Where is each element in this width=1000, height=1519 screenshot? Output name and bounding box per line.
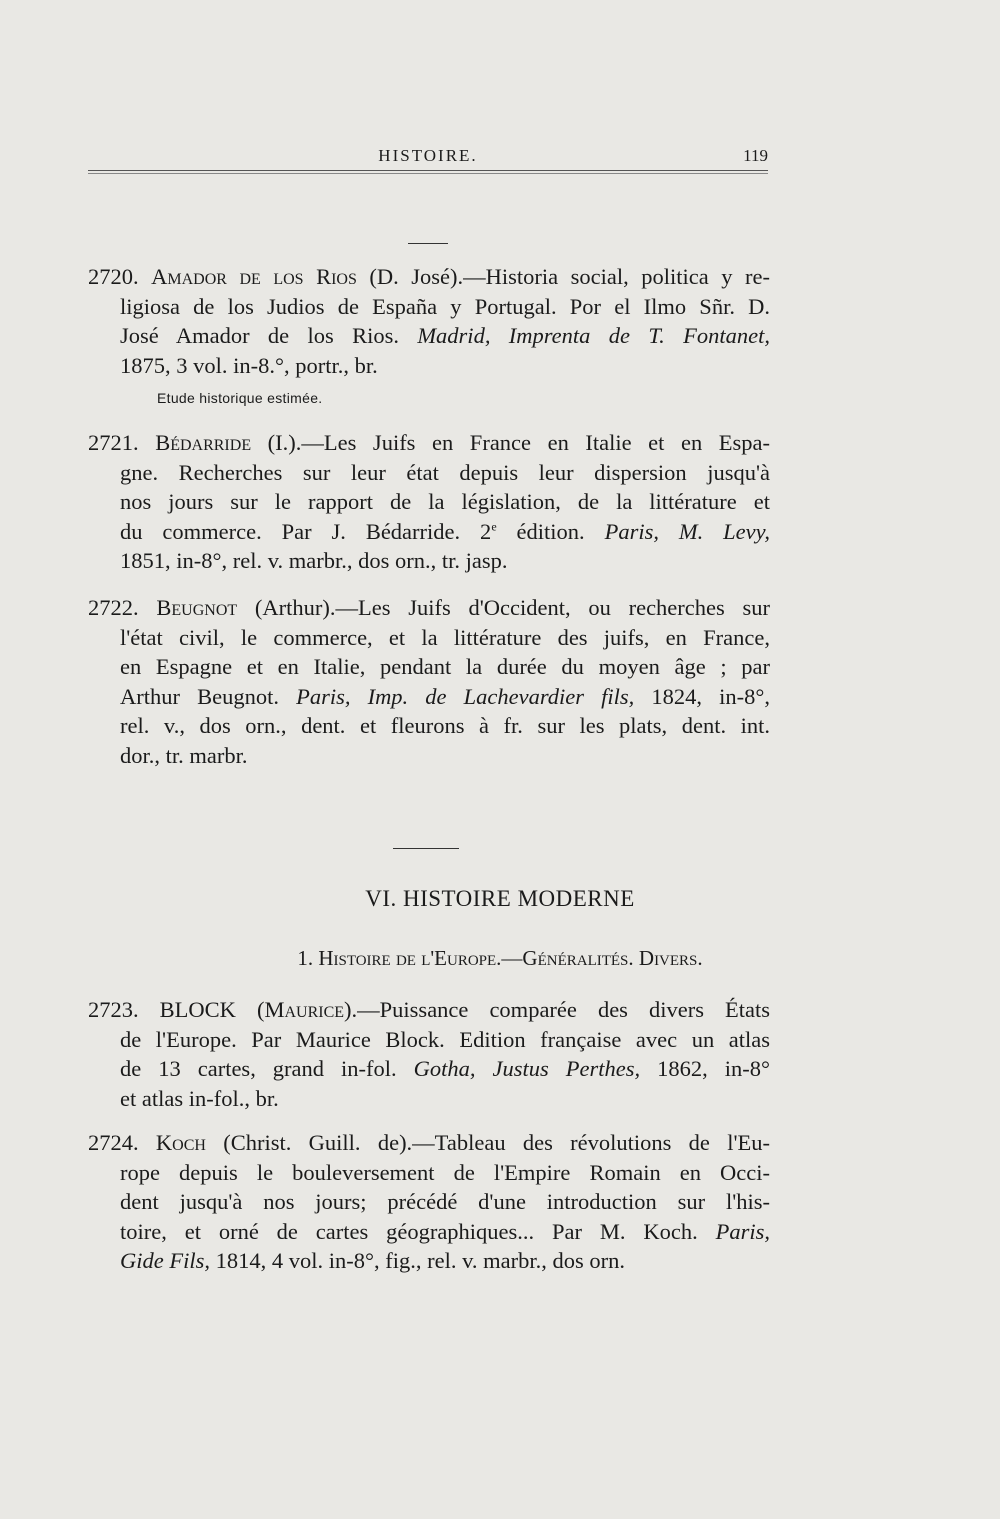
entry-text: toire, et orné de cartes géographiques... Par M. Koch. [120,1218,716,1244]
entry-line [120,1217,770,1247]
entry-text: du commerce. Par J. Bédarride. 2 [120,518,492,544]
entry-line [120,623,770,653]
entry-2722 [88,593,771,771]
page-number: 119 [743,146,768,165]
entry-text: 1862, in-8° [640,1056,771,1082]
entry-line [120,458,770,488]
entry-text: e [491,519,497,534]
imprint-text: Paris, Imp. de Lachevardier fils, [296,683,635,709]
entry-note: Etude historique estimée. [157,390,323,406]
entry-text: de l'Europe. Par Maurice Block. Edition française avec un atlas [120,1026,770,1052]
section-divider [393,848,459,849]
entry-text: José Amador de los Rios. [120,323,418,349]
running-head [88,142,768,172]
entry-line [120,652,770,682]
entry-text: (Arthur).—Les Juifs d'Occident, ou recherches sur [237,595,771,620]
entry-text: ).—Puissance comparée des divers États [344,997,771,1022]
entry-line [120,1025,770,1055]
entry-text: rope depuis le bouleversement de l'Empire Romain en Occi- [120,1159,770,1185]
entry-text: (I.).—Les Juifs en France en Italie et en Espa- [251,430,771,455]
imprint-text: Gide Fils, [120,1248,210,1274]
entry-text: de 13 cartes, grand in-fol. [120,1056,414,1082]
entry-2723 [88,995,771,1113]
entry-text: édition. [496,518,605,544]
imprint-text: Paris, [715,1218,770,1244]
entry-text: 2722. [88,595,157,620]
entry-line [120,487,770,517]
entry-text: en Espagne et en Italie, pendant la durée du moyen âge ; par [120,654,770,680]
entry-line [120,292,770,322]
author-name: Maurice [264,997,345,1022]
entry-text: l'état civil, le commerce, et la littérature des juifs, en France, [120,624,770,650]
entry-line [120,682,770,712]
author-name: Beugnot [156,595,238,620]
entry-2724 [88,1128,770,1276]
entry-line [88,593,770,623]
entry-text: rel. v., dos orn., dent. et fleurons à fr. sur les plats, dent. int. [120,713,770,739]
entry-text: 1814, 4 vol. in-8°, fig., rel. v. marbr., dos orn. [210,1248,625,1274]
entry-text: 1851, in-8°, rel. v. marbr., dos orn., tr. jasp. [120,548,508,574]
entry-text: (Christ. Guill. de).—Tableau des révolutions de l'Eu- [205,1130,770,1155]
entry-line [120,741,770,771]
entry-text: 2723. BLOCK ( [88,997,265,1022]
entry-line [120,546,770,576]
author-name: Bédarride [155,430,252,455]
entry-text: et atlas in-fol., br. [120,1085,279,1111]
imprint-text: Madrid, Imprenta de T. Fontanet, [417,323,770,349]
entry-text: 2720. [88,264,152,289]
entry-text: 1875, 3 vol. in-8.°, portr., br. [120,352,378,378]
entry-line [120,517,770,547]
entry-line [120,1187,770,1217]
entry-line [120,711,770,741]
top-divider [408,243,448,244]
entry-text: gne. Recherches sur leur état depuis leur dispersion jusqu'à [120,459,770,485]
entry-line [120,1246,770,1276]
entry-line [120,1054,770,1084]
imprint-text: Paris, M. Levy, [604,518,770,544]
entry-text: nos jours sur le rapport de la législation, de la littérature et [120,489,770,515]
subsection-label: Histoire de l'Europe.—Généralités. Divers. [318,946,703,970]
entry-text: 1824, in-8°, [634,683,770,709]
entry-2720 [88,262,771,380]
subsection-prefix: 1. [297,946,319,970]
entry-line [88,428,770,458]
entry-text: (D. José).—Historia social, politica y re- [356,264,771,289]
imprint-text: Gotha, Justus Perthes, [413,1056,641,1082]
section-title: VI. HISTOIRE MODERNE [365,886,635,911]
author-name: Koch [155,1130,206,1155]
entry-2721 [88,428,771,576]
entry-text: 2724. [88,1130,156,1155]
entry-line [120,1158,770,1188]
author-name: Amador de los Rios [151,264,357,289]
entry-line [120,321,770,351]
entry-text: dor., tr. marbr. [120,742,248,768]
entry-text: 2721. [88,430,156,455]
entry-line [88,995,770,1025]
header-rule [88,170,768,174]
entry-line [88,262,770,292]
subsection-title [0,946,1000,971]
running-title: HISTOIRE. [378,146,478,165]
entry-text: ligiosa de los Judios de España y Portugal. Por el Ilmo Sñr. D. [120,293,770,319]
entry-line [88,1128,770,1158]
entry-text: dent jusqu'à nos jours; précédé d'une introduction sur l'his- [120,1189,770,1215]
entry-text: Arthur Beugnot. [120,683,297,709]
entry-line [120,351,770,381]
entry-line [120,1084,770,1114]
